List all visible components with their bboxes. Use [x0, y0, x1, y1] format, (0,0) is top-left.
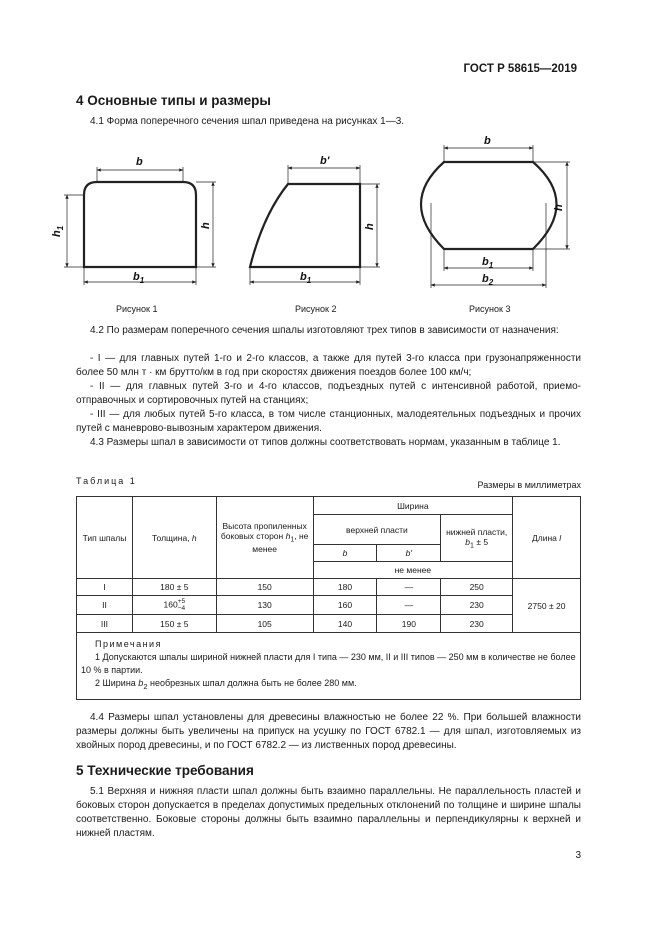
fig3-label-b1: b [482, 256, 489, 268]
fig2-label-b1: b [300, 271, 307, 283]
paragraph-4-3: 4.3 Размеры шпал в зависимости от типов должны соответствовать нормам, указанным в таблице 1. [90, 437, 561, 448]
length-value: 2750 ± 20 [513, 579, 581, 633]
fig1-label-b1-sub: 1 [139, 276, 145, 285]
svg-text:h [364, 223, 376, 230]
fig1-label-h: h [200, 222, 212, 229]
table-row: II 160 +5 −4 130 160 — 230 [77, 596, 581, 615]
paragraph-4-2: 4.2 По размерам поперечного сечения шпалы изготовляют трех типов в зависимости от назначения: [90, 325, 559, 336]
note-1: 1 Допускаются шпалы шириной нижней пласти для I типа — 230 мм, II и III типов — 250 мм в количестве не более 10 % в партии. [81, 652, 576, 675]
header-length: Длина l [513, 497, 581, 579]
svg-text:b' [320, 155, 330, 167]
section-4-heading: 4 Основные типы и размеры [76, 93, 271, 108]
fig1-label-h1: h [51, 230, 63, 237]
table-units: Размеры в миллиметрах [477, 480, 581, 490]
fig3-label-b1-sub: 1 [488, 261, 494, 270]
svg-text:b1 [482, 256, 494, 270]
svg-text:b2 [482, 273, 494, 287]
svg-text:b [484, 135, 491, 147]
list-item-type-2: - II — для главных путей 3-го и 4-го классов, подъездных путей с интенсивной работой, приемо-отправочных и сортировочных путей на станциях; [76, 381, 581, 406]
fig2-label-h: h [364, 223, 376, 230]
fig1-label-b: b [136, 156, 143, 168]
header-upper-face: верхней пласти [313, 515, 441, 545]
svg-text:h [553, 204, 565, 211]
paragraph-4-4: 4.4 Размеры шпал установлены для древесины влажностью не более 22 %. При большей влажности размеры должны быть увеличены на припуск на усушку по ГОСТ 6782.1 — для шпал, изготовляемых из хвойных пород древесины, и по ГОСТ 6782.2 — из лиственных пород древесины. [76, 712, 581, 751]
fig2-label-b1-sub: 1 [306, 276, 312, 285]
notes-title: Примечания [95, 639, 162, 649]
section-5-heading: 5 Технические требования [76, 763, 254, 778]
table-label: Таблица 1 [76, 476, 137, 486]
page-number: 3 [575, 850, 581, 861]
table-row: I 180 ± 5 150 180 — 250 2750 ± 20 [77, 579, 581, 596]
fig2-label-bprime: b' [320, 155, 330, 167]
header-width: Ширина [313, 497, 513, 515]
sleeper-dimensions-table [76, 496, 581, 700]
fig3-label-b2: b [482, 273, 489, 285]
header-thickness: Толщина, h [132, 497, 216, 579]
note-2: 2 Ширина $b_2$ необрезных шпал должна быть не более 280 мм. [95, 678, 357, 691]
paragraph-5-1: 5.1 Верхняя и нижняя пласти шпал должны быть взаимно параллельны. Не параллельность пластей и боковых сторон допускается в пределах допустимых предельных отклонений по толщине и ширине шпалы соответственно. Боковые стороны должны быть взаимно параллельны и перпендикулярны к верхней и нижней пластям. [76, 786, 581, 839]
svg-text:b1 [300, 271, 312, 285]
standard-designation: ГОСТ Р 58615—2019 [463, 63, 577, 75]
figure-1-caption: Рисунок 1 [116, 304, 158, 314]
figure-2-drawing [250, 165, 380, 285]
svg-text:b [136, 156, 143, 168]
header-lower-face: нижней пласти, $b_1 \pm 5$ [441, 515, 513, 562]
list-item-type-1: - I — для главных путей 1-го и 2-го классов, а также для путей 3-го класса при грузонапряженности более 50 млн т · км брутто/км в год при скоростях движения поездов более 100 км/ч; [76, 353, 581, 378]
header-bprime: b' [377, 545, 441, 562]
fig3-label-h: h [553, 204, 565, 211]
header-type: Тип шпалы [77, 497, 133, 579]
cross-section-figures [40, 125, 600, 305]
list-item-type-3: - III — для любых путей 5-го класса, в том числе станционных, малодеятельных подъездных и прочих путей с маневрово-вывозным характером движения. [76, 409, 581, 434]
table-row: III 150 ± 5 105 140 190 230 [77, 615, 581, 633]
figure-3-caption: Рисунок 3 [469, 304, 511, 314]
svg-text:b1 [133, 271, 145, 285]
table-notes [77, 633, 581, 700]
fig1-label-b1: b [133, 271, 140, 283]
paragraph-4-1: 4.1 Форма поперечного сечения шпал приведена на рисунках 1—3. [90, 116, 405, 127]
figure-2-caption: Рисунок 2 [295, 304, 337, 314]
header-b: b [313, 545, 377, 562]
fig1-label-h1-sub: 1 [56, 225, 65, 231]
svg-text:h [200, 222, 212, 229]
fig3-label-b: b [484, 135, 491, 147]
figure-3-drawing [421, 145, 570, 288]
figure-1-drawing [64, 167, 216, 285]
header-side-height: Высота пропиленных боковых сторон $h_1$, не менее [216, 497, 313, 579]
header-min: не менее [313, 562, 513, 579]
svg-text:h1 [51, 225, 65, 237]
fig3-label-b2-sub: 2 [488, 278, 494, 287]
